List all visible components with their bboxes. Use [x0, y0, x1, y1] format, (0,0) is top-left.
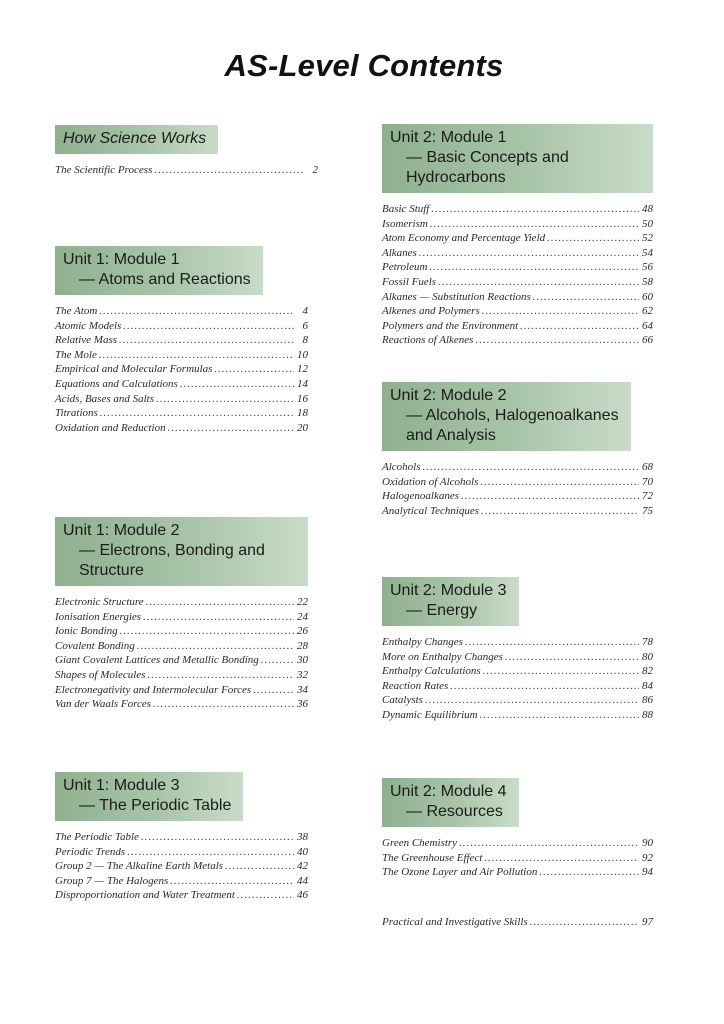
contents-list [55, 830, 308, 903]
contents-list [55, 163, 318, 178]
entry-title: Electronegativity and Intermolecular Forces [55, 683, 252, 696]
section-unit2-module4 [382, 778, 653, 880]
section-header [382, 577, 519, 626]
section-heading-text: How Science Works [63, 130, 207, 147]
section-subheading-text: — Atoms and Reactions [79, 271, 251, 288]
section-practical-skills [382, 915, 653, 930]
page-title: AS-Level Contents [224, 48, 504, 83]
page-number: 6 [302, 319, 308, 332]
entry-title: Periodic Trends [55, 845, 126, 858]
dot-leader [430, 217, 639, 232]
entry-title: Giant Covalent Lattices and Metallic Bonding [55, 654, 259, 667]
section-unit2-module3 [382, 577, 653, 723]
contents-entry[interactable] [382, 333, 653, 348]
section-subheading-text: and Analysis [406, 427, 496, 444]
page-number: 14 [297, 377, 308, 390]
contents-entry[interactable] [55, 845, 308, 860]
dot-leader [127, 845, 294, 860]
page-number: 26 [297, 625, 308, 638]
page-number: 18 [297, 407, 308, 420]
page-number: 68 [642, 461, 653, 473]
dot-leader [156, 392, 294, 407]
page-number: 48 [642, 203, 653, 215]
contents-list [382, 202, 653, 348]
dot-leader [547, 231, 639, 246]
dot-leader [520, 319, 639, 334]
page-number: 62 [642, 305, 653, 318]
entry-title: Alkanes — Substitution Reactions [382, 290, 531, 303]
contents-list [382, 836, 653, 880]
page-number: 32 [297, 668, 308, 681]
contents-entry[interactable] [382, 475, 653, 490]
section-header [382, 778, 519, 827]
contents-entry[interactable] [55, 362, 308, 377]
section-heading-text: Unit 1: Module 2 [63, 522, 180, 539]
section-heading-text: Unit 1: Module 3 [63, 777, 180, 794]
section-subheading-text: — Energy [406, 602, 478, 619]
dot-leader [143, 610, 294, 625]
entry-title: Disproportionation and Water Treatment [55, 889, 235, 902]
contents-entry[interactable] [55, 392, 308, 407]
dot-leader [237, 888, 294, 903]
contents-list [382, 915, 653, 930]
section-heading-text: Unit 1: Module 1 [63, 251, 180, 268]
dot-leader [482, 304, 639, 319]
entry-title: Alkenes and Polymers [382, 305, 480, 318]
section-subheading-text: — Resources [406, 803, 503, 820]
dot-leader [170, 874, 294, 889]
page-number: 54 [642, 246, 653, 259]
contents-entry[interactable] [382, 460, 653, 475]
dot-leader [120, 624, 294, 639]
dot-leader [261, 653, 294, 668]
page-number: 52 [642, 232, 653, 245]
entry-title: Halogenoalkanes [382, 490, 459, 503]
section-header [55, 772, 243, 821]
contents-list [382, 460, 653, 518]
page-number: 44 [297, 874, 308, 887]
dot-leader [100, 406, 294, 421]
contents-entry[interactable] [55, 624, 308, 639]
entry-title: Acids, Bases and Salts [55, 392, 154, 405]
contents-entry[interactable] [382, 836, 653, 851]
dot-leader [539, 865, 639, 880]
page-number: 70 [642, 475, 653, 488]
page-number: 64 [642, 319, 653, 332]
dot-leader [153, 697, 294, 712]
entry-title: Analytical Techniques [382, 504, 480, 517]
section-subheading-text: — Alcohols, Halogenoalkanes [406, 407, 619, 424]
section-heading-text: Unit 2: Module 1 [390, 129, 507, 146]
page-number: 2 [312, 164, 318, 176]
page-number: 24 [297, 610, 308, 623]
contents-entry[interactable] [55, 683, 308, 698]
entry-title: Titrations [55, 407, 98, 420]
entry-title: Group 7 — The Halogens [55, 874, 169, 887]
page-number: 94 [642, 866, 653, 879]
contents-entry[interactable] [382, 851, 653, 866]
entry-title: Atom Economy and Percentage Yield [382, 232, 546, 245]
entry-title: Group 2 — The Alkaline Earth Metals [55, 860, 224, 873]
page-number: 86 [642, 694, 653, 707]
page-number: 80 [642, 650, 653, 663]
contents-entry[interactable] [382, 708, 653, 723]
dot-leader [484, 851, 639, 866]
entry-title: Alcohols [382, 461, 421, 473]
contents-entry[interactable] [382, 319, 653, 334]
page-number: 60 [642, 290, 653, 303]
section-heading-text: Unit 2: Module 4 [390, 783, 507, 800]
dot-leader [481, 504, 639, 519]
contents-entry[interactable] [55, 406, 308, 421]
contents-entry[interactable] [382, 217, 653, 232]
contents-entry[interactable] [382, 693, 653, 708]
page-number: 92 [642, 851, 653, 864]
contents-entry[interactable] [382, 504, 653, 519]
page-number: 66 [642, 334, 653, 347]
contents-entry[interactable] [55, 304, 308, 319]
entry-title: The Ozone Layer and Air Pollution [382, 866, 538, 879]
entry-title: Isomerism [382, 217, 428, 230]
contents-entry[interactable] [55, 163, 318, 178]
dot-leader [483, 664, 639, 679]
entry-title: Green Chemistry [382, 837, 458, 849]
contents-entry[interactable] [55, 668, 308, 683]
page-number: 20 [297, 421, 308, 434]
section-unit1-module3 [55, 772, 308, 903]
contents-entry[interactable] [55, 639, 308, 654]
entry-title: Ionic Bonding [55, 625, 118, 638]
entry-title: Practical and Investigative Skills [382, 916, 528, 928]
page-number: 78 [642, 636, 653, 648]
dot-leader [459, 836, 639, 851]
dot-leader [423, 460, 640, 475]
dot-leader [533, 290, 639, 305]
contents-entry[interactable] [55, 697, 308, 712]
dot-leader [480, 475, 639, 490]
section-unit2-module1 [382, 124, 653, 348]
dot-leader [180, 377, 294, 392]
page-number: 8 [302, 334, 308, 347]
entry-title: Oxidation and Reduction [55, 421, 166, 434]
entry-title: The Scientific Process [55, 164, 153, 176]
entry-title: Catalysts [382, 694, 423, 707]
section-header [55, 125, 218, 154]
entry-title: The Atom [55, 305, 98, 317]
contents-entry[interactable] [382, 260, 653, 275]
entry-title: Enthalpy Changes [382, 636, 463, 648]
contents-entry[interactable] [55, 319, 308, 334]
contents-entry[interactable] [55, 421, 308, 436]
contents-entry[interactable] [55, 888, 308, 903]
section-heading-text: Unit 2: Module 3 [390, 582, 507, 599]
dot-leader [119, 333, 294, 348]
dot-leader [438, 275, 639, 290]
dot-leader [168, 421, 294, 436]
page-number: 97 [642, 916, 653, 928]
entry-title: Alkanes [382, 246, 417, 259]
contents-entry[interactable] [382, 290, 653, 305]
page-number: 34 [297, 683, 308, 696]
entry-title: More on Enthalpy Changes [382, 650, 503, 663]
entry-title: Ionisation Energies [55, 610, 142, 623]
entry-title: Basic Stuff [382, 203, 430, 215]
page-number: 82 [642, 665, 653, 678]
page-number: 90 [642, 837, 653, 849]
contents-list [55, 304, 308, 435]
page-number: 75 [642, 504, 653, 517]
entry-title: Polymers and the Environment [382, 319, 519, 332]
page-number: 10 [297, 348, 308, 361]
dot-leader [214, 362, 294, 377]
entry-title: Shapes of Molecules [55, 668, 146, 681]
entry-title: Oxidation of Alcohols [382, 475, 479, 488]
section-heading-text: Unit 2: Module 2 [390, 387, 507, 404]
dot-leader [225, 859, 294, 874]
contents-entry[interactable] [55, 610, 308, 625]
section-subheading-text: — Basic Concepts and Hydrocarbons [406, 149, 569, 186]
section-unit1-module2 [55, 517, 308, 712]
dot-leader [123, 319, 294, 334]
section-subheading-text: — The Periodic Table [79, 797, 232, 814]
entry-title: Dynamic Equilibrium [382, 708, 478, 721]
entry-title: The Mole [55, 348, 97, 361]
dot-leader [99, 348, 294, 363]
page-number: 38 [297, 831, 308, 843]
dot-leader [253, 683, 294, 698]
contents-list [55, 595, 308, 712]
entry-title: Enthalpy Calculations [382, 665, 481, 678]
entry-title: Petroleum [382, 261, 428, 274]
entry-title: Fossil Fuels [382, 275, 437, 288]
dot-leader [530, 915, 639, 930]
section-subheading-text: — Electrons, Bonding and Structure [79, 542, 265, 579]
dot-leader [431, 202, 639, 217]
contents-entry[interactable] [382, 304, 653, 319]
dot-leader [480, 708, 639, 723]
page-number: 84 [642, 679, 653, 692]
entry-title: Reaction Rates [382, 679, 449, 692]
section-unit1-module1 [55, 246, 308, 435]
dot-leader [146, 595, 294, 610]
page-number: 12 [297, 363, 308, 376]
entry-title: Electronic Structure [55, 596, 144, 608]
dot-leader [154, 163, 304, 178]
dot-leader [99, 304, 294, 319]
dot-leader [419, 246, 639, 261]
section-how-science-works [55, 125, 318, 178]
contents-list [382, 635, 653, 723]
dot-leader [141, 830, 294, 845]
page-number: 72 [642, 490, 653, 503]
contents-entry[interactable] [55, 595, 308, 610]
contents-entry[interactable] [382, 231, 653, 246]
dot-leader [465, 635, 639, 650]
contents-entry[interactable] [55, 348, 308, 363]
dot-leader [475, 333, 639, 348]
entry-title: Van der Waals Forces [55, 698, 152, 711]
page-number: 22 [297, 596, 308, 608]
page-number: 56 [642, 261, 653, 274]
section-unit2-module2 [382, 382, 653, 518]
page-number: 16 [297, 392, 308, 405]
page-number: 36 [297, 698, 308, 711]
page-number: 58 [642, 275, 653, 288]
contents-entry[interactable] [382, 489, 653, 504]
contents-entry[interactable] [382, 202, 653, 217]
contents-entry[interactable] [382, 635, 653, 650]
dot-leader [137, 639, 294, 654]
contents-entry[interactable] [55, 653, 308, 668]
page-number: 50 [642, 217, 653, 230]
entry-title: Relative Mass [55, 334, 118, 347]
contents-entry[interactable] [55, 830, 308, 845]
entry-title: Atomic Models [55, 319, 122, 332]
contents-entry[interactable] [55, 377, 308, 392]
contents-entry[interactable] [382, 246, 653, 261]
contents-entry[interactable] [55, 333, 308, 348]
dot-leader [147, 668, 294, 683]
entry-title: The Greenhouse Effect [382, 851, 483, 864]
page-number: 46 [297, 889, 308, 902]
section-header [55, 517, 308, 586]
contents-entry[interactable] [55, 859, 308, 874]
page-number: 42 [297, 860, 308, 873]
entry-title: Covalent Bonding [55, 639, 135, 652]
page-number: 4 [302, 305, 308, 317]
entry-title: Reactions of Alkenes [382, 334, 474, 347]
entry-title: Empirical and Molecular Formulas [55, 363, 213, 376]
dot-leader [425, 693, 639, 708]
section-header [382, 382, 631, 451]
dot-leader [461, 489, 639, 504]
page-number: 28 [297, 639, 308, 652]
contents-entry[interactable] [382, 679, 653, 694]
page-number: 30 [297, 654, 308, 667]
section-header [55, 246, 263, 295]
dot-leader [450, 679, 639, 694]
page-number: 88 [642, 708, 653, 721]
contents-entry[interactable] [382, 915, 653, 930]
entry-title: Equations and Calculations [55, 377, 178, 390]
contents-entry[interactable] [55, 874, 308, 889]
dot-leader [429, 260, 639, 275]
contents-entry[interactable] [382, 664, 653, 679]
contents-entry[interactable] [382, 650, 653, 665]
entry-title: The Periodic Table [55, 831, 139, 843]
page-number: 40 [297, 845, 308, 858]
contents-entry[interactable] [382, 275, 653, 290]
dot-leader [505, 650, 639, 665]
contents-entry[interactable] [382, 865, 653, 880]
section-header [382, 124, 653, 193]
